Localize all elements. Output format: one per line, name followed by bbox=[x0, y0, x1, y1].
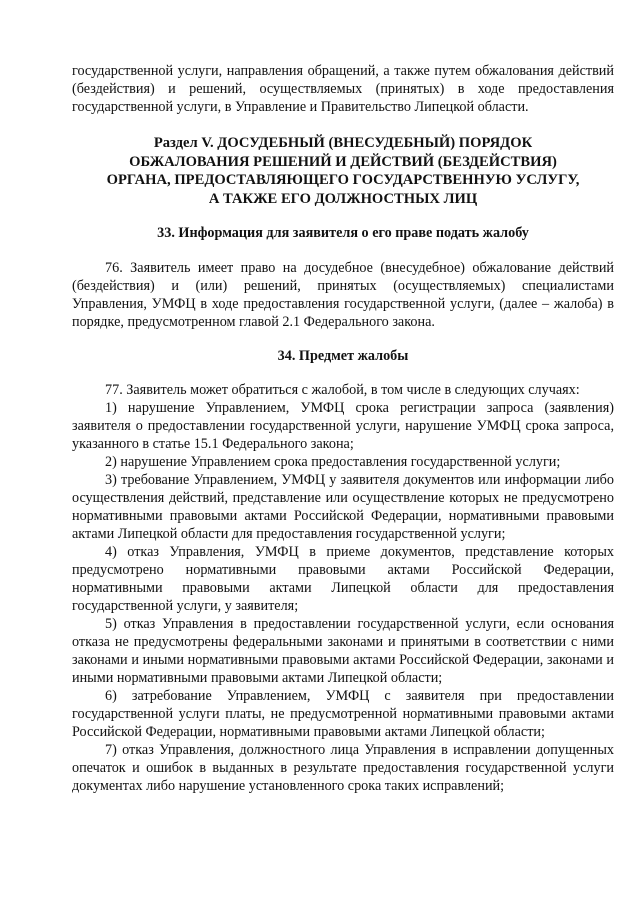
intro-paragraph: государственной услуги, направления обращений, а также путем обжалования действий (бездействия) и решений, осуществляемых (принятых) в ходе предоставления государственной услуги, в Управление и Правительство Липецкой области. bbox=[72, 63, 614, 115]
list-item: 3) требование Управлением, УМФЦ у заявителя документов или информации либо осуществления действий, представление или осуществление которых не предусмотрено нормативными правовыми актами Российской Федерации, нормативными правовыми актами Липецкой области для предоставления государственной услуги; bbox=[72, 472, 614, 542]
section-title-line: А ТАКЖЕ ЕГО ДОЛЖНОСТНЫХ ЛИЦ bbox=[208, 190, 478, 207]
section-title-line: ОРГАНА, ПРЕДОСТАВЛЯЮЩЕГО ГОСУДАРСТВЕННУЮ УСЛУГУ, bbox=[106, 172, 580, 188]
list-item: 7) отказ Управления, должностного лица Управления в исправлении допущенных опечаток и ошибок в выданных в результате предоставления государственной услуги документах либо нарушение установленного срока таких исправлений; bbox=[72, 742, 614, 794]
paragraph-76: 76. Заявитель имеет право на досудебное (внесудебное) обжалование действий (бездействия) и (или) решений, принятых (осуществляемых) специалистами Управления, УМФЦ в ходе предоставления государственной услуги, (далее – жалоба) в порядке, предусмотренном главой 2.1 Федерального закона. bbox=[72, 260, 614, 330]
section-title bbox=[72, 134, 614, 208]
list-item: 5) отказ Управления в предоставлении государственной услуги, если основания отказа не предусмотрены федеральными законами и принятыми в соответствии с ними законами и иными нормативными правовыми актами Российской Федерации, законами и иными нормативными правовыми актами Липецкой области; bbox=[72, 616, 614, 686]
list-item: 2) нарушение Управлением срока предоставления государственной услуги; bbox=[105, 454, 561, 470]
list-item: 4) отказ Управления, УМФЦ в приеме документов, представление которых предусмотрено нормативными правовыми актами Российской Федерации, нормативными правовыми актами Липецкой области для предоставления государственной услуги, у заявителя; bbox=[72, 544, 614, 614]
paragraph-77: 77. Заявитель может обратиться с жалобой, в том числе в следующих случаях: bbox=[105, 382, 580, 398]
section-title-line: Раздел V. ДОСУДЕБНЫЙ (ВНЕСУДЕБНЫЙ) ПОРЯДОК bbox=[153, 135, 533, 151]
list-item: 1) нарушение Управлением, УМФЦ срока регистрации запроса (заявления) заявителя о предоставлении государственной услуги, нарушение УМФЦ срока запроса, указанного в статье 15.1 Федерального закона; bbox=[72, 400, 614, 452]
heading-33: 33. Информация для заявителя о его праве подать жалобу bbox=[157, 225, 529, 241]
document-page bbox=[72, 62, 614, 795]
section-title-line: ОБЖАЛОВАНИЯ РЕШЕНИЙ И ДЕЙСТВИЙ (БЕЗДЕЙСТВИЯ) bbox=[129, 153, 557, 170]
list-item: 6) затребование Управлением, УМФЦ с заявителя при предоставлении государственной услуги платы, не предусмотренной нормативными правовыми актами Российской Федерации, нормативными правовыми актами Липецкой области; bbox=[72, 688, 614, 740]
heading-34: 34. Предмет жалобы bbox=[277, 348, 409, 364]
